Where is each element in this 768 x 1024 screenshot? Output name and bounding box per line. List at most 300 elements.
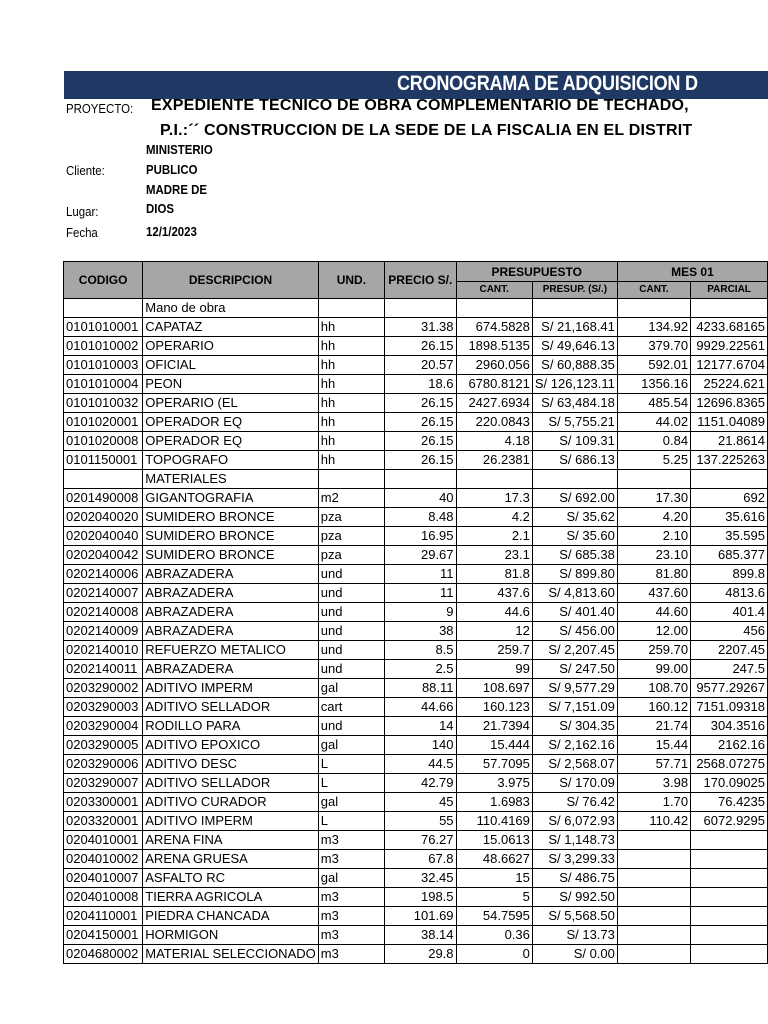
descripcion-cell: ABRAZADERA <box>143 603 318 622</box>
codigo-cell: 0204010001 <box>64 831 143 850</box>
header-und: UND. <box>318 262 384 299</box>
presup-cell: S/ 5,568.50 <box>532 907 617 926</box>
table-row <box>64 793 768 812</box>
cant-cell: 108.697 <box>456 679 532 698</box>
precio-cell: 29.8 <box>385 945 456 964</box>
und-cell: m3 <box>318 926 384 945</box>
presup-cell: S/ 7,151.09 <box>532 698 617 717</box>
codigo-cell: 0101020008 <box>64 432 143 451</box>
mes-cant-cell: 21.74 <box>617 717 690 736</box>
table-row <box>64 508 768 527</box>
presup-cell: S/ 9,577.29 <box>532 679 617 698</box>
und-cell: gal <box>318 869 384 888</box>
descripcion-cell: HORMIGON <box>143 926 318 945</box>
lugar-value-2: DIOS <box>146 201 174 216</box>
mes-cant-cell: 44.02 <box>617 413 690 432</box>
precio-cell: 26.15 <box>385 337 456 356</box>
und-cell: und <box>318 717 384 736</box>
presup-cell: S/ 899.80 <box>532 565 617 584</box>
codigo-cell: 0202040040 <box>64 527 143 546</box>
cant-cell: 23.1 <box>456 546 532 565</box>
table-row <box>64 489 768 508</box>
und-cell: gal <box>318 679 384 698</box>
cant-cell: 4.18 <box>456 432 532 451</box>
table-row <box>64 926 768 945</box>
und-cell: gal <box>318 736 384 755</box>
cant-cell: 2427.6934 <box>456 394 532 413</box>
lugar-value-1: MADRE DE <box>146 182 208 197</box>
presup-cell: S/ 3,299.33 <box>532 850 617 869</box>
table-row <box>64 850 768 869</box>
presup <box>532 299 617 318</box>
presup-cell: S/ 21,168.41 <box>532 318 617 337</box>
descripcion-cell: ADITIVO EPOXICO <box>143 736 318 755</box>
cant-cell: 44.6 <box>456 603 532 622</box>
und-cell: cart <box>318 698 384 717</box>
proyecto-line-2: P.I.:´´ CONSTRUCCION DE LA SEDE DE LA FISCALIA EN EL DISTRIT <box>160 122 693 139</box>
und-cell: m3 <box>318 945 384 964</box>
cant-cell: 5 <box>456 888 532 907</box>
presup-cell: S/ 401.40 <box>532 603 617 622</box>
section-row <box>64 299 768 318</box>
cant-cell: 15.0613 <box>456 831 532 850</box>
fecha-value: 12/1/2023 <box>146 224 197 239</box>
table-row <box>64 565 768 584</box>
codigo-cell: 0203290007 <box>64 774 143 793</box>
precio-cell: 14 <box>385 717 456 736</box>
codigo-cell: 0101020001 <box>64 413 143 432</box>
presup-cell: S/ 35.62 <box>532 508 617 527</box>
und-cell: hh <box>318 318 384 337</box>
und-cell: L <box>318 812 384 831</box>
descripcion-cell: PIEDRA CHANCADA <box>143 907 318 926</box>
cant-cell: 3.975 <box>456 774 532 793</box>
und-cell: hh <box>318 451 384 470</box>
parcial-cell: 2568.07275 <box>691 755 768 774</box>
parcial-cell: 35.595 <box>691 527 768 546</box>
precio-cell: 26.15 <box>385 451 456 470</box>
presup-cell: S/ 60,888.35 <box>532 356 617 375</box>
presup-cell: S/ 456.00 <box>532 622 617 641</box>
parcial <box>691 470 768 489</box>
descripcion-cell: ARENA GRUESA <box>143 850 318 869</box>
precio-cell: 45 <box>385 793 456 812</box>
mes-cant-cell: 12.00 <box>617 622 690 641</box>
mes-cant-cell: 437.60 <box>617 584 690 603</box>
mes-cant-cell: 2.10 <box>617 527 690 546</box>
descripcion-cell: OPERADOR EQ <box>143 432 318 451</box>
cant-cell: 17.3 <box>456 489 532 508</box>
table-row <box>64 527 768 546</box>
cant-cell: 674.5828 <box>456 318 532 337</box>
und-cell: pza <box>318 546 384 565</box>
und-cell: und <box>318 660 384 679</box>
codigo-cell: 0202040042 <box>64 546 143 565</box>
section-label: Mano de obra <box>143 299 318 318</box>
page-title: CRONOGRAMA DE ADQUISICION D <box>397 72 698 95</box>
mes-cant-cell: 108.70 <box>617 679 690 698</box>
parcial-cell <box>691 926 768 945</box>
precio-cell: 31.38 <box>385 318 456 337</box>
und-cell: und <box>318 641 384 660</box>
codigo-cell: 0202140010 <box>64 641 143 660</box>
codigo-cell: 0101010004 <box>64 375 143 394</box>
und-cell: m3 <box>318 831 384 850</box>
cant <box>456 299 532 318</box>
presup-cell: S/ 109.31 <box>532 432 617 451</box>
descripcion-cell: ABRAZADERA <box>143 584 318 603</box>
codigo-cell: 0203290003 <box>64 698 143 717</box>
und-cell: m3 <box>318 888 384 907</box>
parcial-cell <box>691 869 768 888</box>
mes-cant-cell: 1356.16 <box>617 375 690 394</box>
table-row <box>64 869 768 888</box>
parcial-cell: 685.377 <box>691 546 768 565</box>
header-mes-cant: CANT. <box>617 282 690 299</box>
cant-cell: 4.2 <box>456 508 532 527</box>
cant-cell: 2960.056 <box>456 356 532 375</box>
table-row <box>64 641 768 660</box>
codigo-cell: 0202040020 <box>64 508 143 527</box>
parcial-cell: 7151.09318 <box>691 698 768 717</box>
descripcion-cell: CAPATAZ <box>143 318 318 337</box>
presup-cell: S/ 692.00 <box>532 489 617 508</box>
cant-cell: 54.7595 <box>456 907 532 926</box>
precio-cell: 26.15 <box>385 432 456 451</box>
section-label: MATERIALES <box>143 470 318 489</box>
table-row <box>64 755 768 774</box>
codigo-cell: 0204150001 <box>64 926 143 945</box>
cant-cell: 2.1 <box>456 527 532 546</box>
precio-cell: 76.27 <box>385 831 456 850</box>
precio-cell: 38 <box>385 622 456 641</box>
parcial-cell: 25224.621 <box>691 375 768 394</box>
und-cell: hh <box>318 394 384 413</box>
mes-cant-cell: 592.01 <box>617 356 690 375</box>
mes-cant-cell: 23.10 <box>617 546 690 565</box>
mes-cant-cell: 15.44 <box>617 736 690 755</box>
cant-cell: 15 <box>456 869 532 888</box>
codigo-cell: 0203290005 <box>64 736 143 755</box>
und-cell: m2 <box>318 489 384 508</box>
parcial-cell: 21.8614 <box>691 432 768 451</box>
descripcion-cell: ASFALTO RC <box>143 869 318 888</box>
parcial-cell: 12177.6704 <box>691 356 768 375</box>
parcial-cell: 304.3516 <box>691 717 768 736</box>
presup-cell: S/ 13.73 <box>532 926 617 945</box>
parcial-cell: 170.09025 <box>691 774 768 793</box>
presup <box>532 470 617 489</box>
mes-cant-cell <box>617 907 690 926</box>
cant-cell: 437.6 <box>456 584 532 603</box>
presup-cell: S/ 686.13 <box>532 451 617 470</box>
mes-cant-cell: 259.70 <box>617 641 690 660</box>
cant-cell: 0 <box>456 945 532 964</box>
schedule-table <box>63 261 768 964</box>
parcial-cell: 35.616 <box>691 508 768 527</box>
precio-cell: 8.48 <box>385 508 456 527</box>
table-row <box>64 774 768 793</box>
cant-cell: 1.6983 <box>456 793 532 812</box>
mes-cant-cell: 379.70 <box>617 337 690 356</box>
precio-cell: 11 <box>385 565 456 584</box>
header-row-1 <box>64 262 768 282</box>
table-row <box>64 660 768 679</box>
descripcion-cell: ABRAZADERA <box>143 565 318 584</box>
codigo-cell: 0203290004 <box>64 717 143 736</box>
table-row <box>64 318 768 337</box>
descripcion-cell: ABRAZADERA <box>143 622 318 641</box>
descripcion-cell: ABRAZADERA <box>143 660 318 679</box>
table-row <box>64 451 768 470</box>
und-cell: gal <box>318 793 384 812</box>
descripcion-cell: TOPOGRAFO <box>143 451 318 470</box>
descripcion-cell: TIERRA AGRICOLA <box>143 888 318 907</box>
parcial-cell: 76.4235 <box>691 793 768 812</box>
descripcion-cell: REFUERZO METALICO <box>143 641 318 660</box>
descripcion-cell: OPERARIO <box>143 337 318 356</box>
cant <box>456 470 532 489</box>
presup-cell: S/ 5,755.21 <box>532 413 617 432</box>
table-body <box>64 299 768 964</box>
presup-cell: S/ 2,568.07 <box>532 755 617 774</box>
mes-cant-cell: 17.30 <box>617 489 690 508</box>
und-cell: L <box>318 755 384 774</box>
table-row <box>64 413 768 432</box>
codigo-cell: 0204110001 <box>64 907 143 926</box>
cant-cell: 26.2381 <box>456 451 532 470</box>
table-row <box>64 888 768 907</box>
descripcion-cell: OPERARIO (EL <box>143 394 318 413</box>
section-row <box>64 470 768 489</box>
mes-cant-cell <box>617 850 690 869</box>
precio-cell: 11 <box>385 584 456 603</box>
mes-cant-cell <box>617 888 690 907</box>
descripcion-cell: SUMIDERO BRONCE <box>143 527 318 546</box>
mes-cant-cell: 57.71 <box>617 755 690 774</box>
parcial-cell: 12696.8365 <box>691 394 768 413</box>
table-row <box>64 945 768 964</box>
parcial-cell: 137.225263 <box>691 451 768 470</box>
parcial-cell: 247.5 <box>691 660 768 679</box>
precio-cell: 55 <box>385 812 456 831</box>
presup-cell: S/ 992.50 <box>532 888 617 907</box>
codigo-cell: 0202140009 <box>64 622 143 641</box>
descripcion-cell: ADITIVO SELLADOR <box>143 774 318 793</box>
parcial-cell: 2207.45 <box>691 641 768 660</box>
presup-cell: S/ 2,207.45 <box>532 641 617 660</box>
mes-cant-cell: 5.25 <box>617 451 690 470</box>
presup-cell: S/ 49,646.13 <box>532 337 617 356</box>
codigo <box>64 470 143 489</box>
descripcion-cell: SUMIDERO BRONCE <box>143 508 318 527</box>
table-row <box>64 717 768 736</box>
mes-cant-cell <box>617 831 690 850</box>
precio-cell: 20.57 <box>385 356 456 375</box>
cliente-value-1: MINISTERIO <box>146 142 213 157</box>
mes-cant-cell: 81.80 <box>617 565 690 584</box>
und-cell: hh <box>318 356 384 375</box>
table-row <box>64 736 768 755</box>
parcial-cell: 9577.29267 <box>691 679 768 698</box>
table-row <box>64 375 768 394</box>
presup-cell: S/ 76.42 <box>532 793 617 812</box>
und-cell: und <box>318 565 384 584</box>
presup-cell: S/ 247.50 <box>532 660 617 679</box>
header-presupuesto: PRESUPUESTO <box>456 262 617 282</box>
codigo-cell: 0101010032 <box>64 394 143 413</box>
presup-cell: S/ 2,162.16 <box>532 736 617 755</box>
codigo-cell: 0202140007 <box>64 584 143 603</box>
table-row <box>64 394 768 413</box>
parcial-cell: 1151.04089 <box>691 413 768 432</box>
und-cell: hh <box>318 413 384 432</box>
codigo-cell: 0101010002 <box>64 337 143 356</box>
descripcion-cell: PEON <box>143 375 318 394</box>
codigo-cell: 0201490008 <box>64 489 143 508</box>
presup-cell: S/ 6,072.93 <box>532 812 617 831</box>
cant-cell: 81.8 <box>456 565 532 584</box>
mes-cant-cell: 110.42 <box>617 812 690 831</box>
parcial-cell: 401.4 <box>691 603 768 622</box>
mes-cant-cell: 134.92 <box>617 318 690 337</box>
cant-cell: 0.36 <box>456 926 532 945</box>
presup-cell: S/ 1,148.73 <box>532 831 617 850</box>
codigo-cell: 0101010001 <box>64 318 143 337</box>
presup-cell: S/ 35.60 <box>532 527 617 546</box>
und <box>318 470 384 489</box>
und-cell: und <box>318 603 384 622</box>
header-cant: CANT. <box>456 282 532 299</box>
presup-cell: S/ 486.75 <box>532 869 617 888</box>
codigo-cell: 0204680002 <box>64 945 143 964</box>
codigo-cell: 0202140011 <box>64 660 143 679</box>
und-cell: pza <box>318 527 384 546</box>
und-cell: L <box>318 774 384 793</box>
precio-cell: 29.67 <box>385 546 456 565</box>
cant-cell: 259.7 <box>456 641 532 660</box>
parcial-cell: 4233.68165 <box>691 318 768 337</box>
und-cell: hh <box>318 337 384 356</box>
precio-cell: 9 <box>385 603 456 622</box>
cliente-value-2: PUBLICO <box>146 162 198 177</box>
mes-cant-cell: 3.98 <box>617 774 690 793</box>
cant-cell: 99 <box>456 660 532 679</box>
header-precio: PRECIO S/. <box>385 262 456 299</box>
und <box>318 299 384 318</box>
mes-cant-cell: 485.54 <box>617 394 690 413</box>
mes-cant-cell: 160.12 <box>617 698 690 717</box>
parcial-cell <box>691 945 768 964</box>
table-row <box>64 907 768 926</box>
mes-cant-cell: 99.00 <box>617 660 690 679</box>
codigo <box>64 299 143 318</box>
table-row <box>64 698 768 717</box>
codigo-cell: 0202140008 <box>64 603 143 622</box>
descripcion-cell: OFICIAL <box>143 356 318 375</box>
codigo-cell: 0202140006 <box>64 565 143 584</box>
parcial-cell: 9929.22561 <box>691 337 768 356</box>
parcial-cell <box>691 907 768 926</box>
parcial-cell <box>691 888 768 907</box>
descripcion-cell: ADITIVO CURADOR <box>143 793 318 812</box>
cant-cell: 1898.5135 <box>456 337 532 356</box>
codigo-cell: 0101150001 <box>64 451 143 470</box>
presup-cell: S/ 304.35 <box>532 717 617 736</box>
codigo-cell: 0204010007 <box>64 869 143 888</box>
codigo-cell: 0203290006 <box>64 755 143 774</box>
codigo-cell: 0203290002 <box>64 679 143 698</box>
parcial-cell: 456 <box>691 622 768 641</box>
codigo-cell: 0203320001 <box>64 812 143 831</box>
und-cell: und <box>318 584 384 603</box>
precio <box>385 299 456 318</box>
und-cell: pza <box>318 508 384 527</box>
codigo-cell: 0204010002 <box>64 850 143 869</box>
header-presup: PRESUP. (S/.) <box>532 282 617 299</box>
table-row <box>64 679 768 698</box>
cant-cell: 220.0843 <box>456 413 532 432</box>
precio-cell: 42.79 <box>385 774 456 793</box>
precio-cell: 67.8 <box>385 850 456 869</box>
und-cell: und <box>318 622 384 641</box>
cliente-label: Cliente: <box>66 163 105 178</box>
parcial <box>691 299 768 318</box>
und-cell: m3 <box>318 850 384 869</box>
header-codigo: CODIGO <box>64 262 143 299</box>
mes-cant-cell <box>617 945 690 964</box>
precio-cell: 8.5 <box>385 641 456 660</box>
descripcion-cell: ADITIVO SELLADOR <box>143 698 318 717</box>
table-row <box>64 337 768 356</box>
proyecto-line-1: EXPEDIENTE TECNICO DE OBRA COMPLEMENTARIO DE TECHADO, <box>151 97 689 114</box>
precio-cell: 26.15 <box>385 413 456 432</box>
und-cell: hh <box>318 375 384 394</box>
mcant <box>617 299 690 318</box>
cant-cell: 12 <box>456 622 532 641</box>
cant-cell: 21.7394 <box>456 717 532 736</box>
precio-cell: 44.5 <box>385 755 456 774</box>
parcial-cell: 2162.16 <box>691 736 768 755</box>
mes-cant-cell: 0.84 <box>617 432 690 451</box>
precio-cell: 38.14 <box>385 926 456 945</box>
title-bar <box>64 71 768 99</box>
precio-cell: 198.5 <box>385 888 456 907</box>
parcial-cell <box>691 831 768 850</box>
table-row <box>64 356 768 375</box>
presup-cell: S/ 685.38 <box>532 546 617 565</box>
descripcion-cell: GIGANTOGRAFIA <box>143 489 318 508</box>
descripcion-cell: ADITIVO DESC <box>143 755 318 774</box>
mes-cant-cell: 4.20 <box>617 508 690 527</box>
precio-cell: 140 <box>385 736 456 755</box>
presup-cell: S/ 126,123.11 <box>532 375 617 394</box>
cant-cell: 48.6627 <box>456 850 532 869</box>
fecha-label: Fecha <box>66 225 98 240</box>
mes-cant-cell <box>617 869 690 888</box>
table-row <box>64 622 768 641</box>
mes-cant-cell: 1.70 <box>617 793 690 812</box>
cant-cell: 160.123 <box>456 698 532 717</box>
descripcion-cell: RODILLO PARA <box>143 717 318 736</box>
precio-cell: 16.95 <box>385 527 456 546</box>
parcial-cell <box>691 850 768 869</box>
cant-cell: 110.4169 <box>456 812 532 831</box>
mes-cant-cell <box>617 926 690 945</box>
precio-cell: 44.66 <box>385 698 456 717</box>
parcial-cell: 692 <box>691 489 768 508</box>
table-row <box>64 831 768 850</box>
